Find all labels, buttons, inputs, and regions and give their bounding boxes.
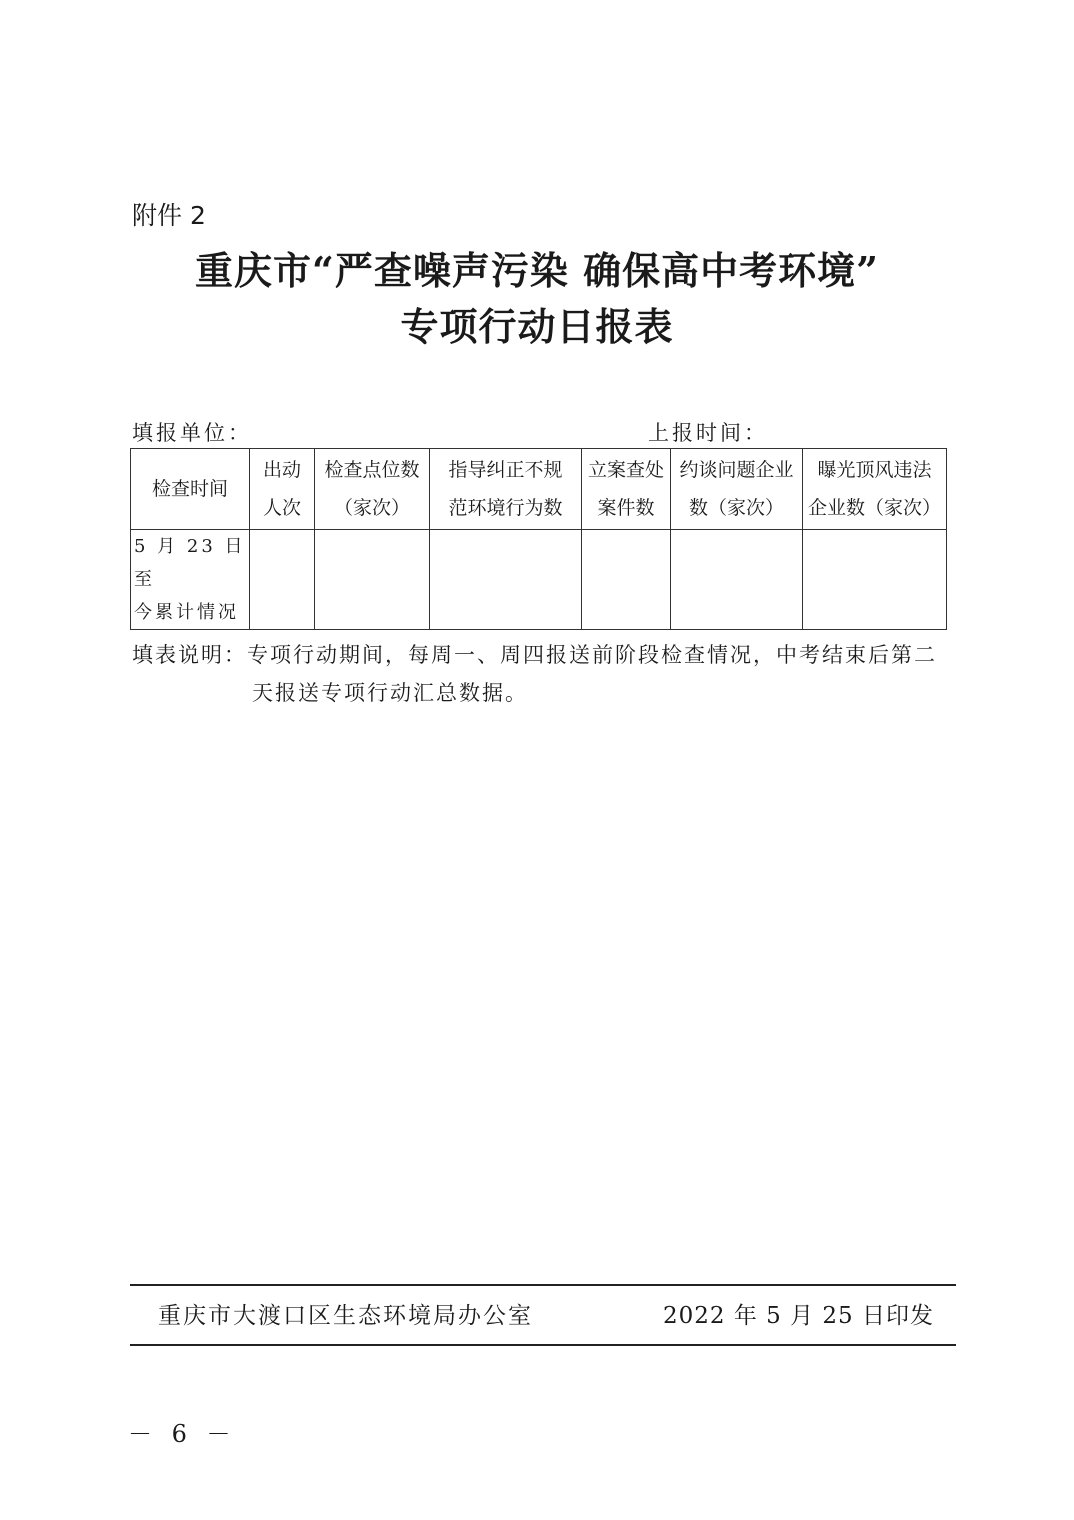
header-text: 指导纠正不规 [448, 459, 563, 481]
exposed-violators-value-cell[interactable] [803, 530, 947, 630]
interviews-value-cell[interactable] [671, 530, 803, 630]
daily-report-table [130, 448, 947, 630]
cell-text: 5 月 23 日至 [134, 536, 246, 590]
header-text: 立案查处 [587, 459, 664, 481]
corrections-value-cell[interactable] [430, 530, 582, 630]
header-cases-filed [582, 449, 671, 530]
page-number: － 6 － [128, 1420, 237, 1448]
instructions-text-line2: 天报送专项行动汇总数据。 [252, 681, 528, 705]
header-text: 人次 [262, 497, 301, 519]
footer-top-rule [130, 1284, 956, 1286]
cases-filed-value-cell[interactable] [582, 530, 671, 630]
instructions-label: 填表说明： [132, 643, 247, 667]
header-interviews [671, 449, 803, 530]
header-inspection-points [315, 449, 430, 530]
cell-text: 今累计情况 [134, 602, 239, 623]
issue-date: 2022 年 5 月 25 日印发 [663, 1303, 934, 1329]
document-title-line2: 专项行动日报表 [400, 304, 674, 349]
header-exposed-violators [803, 449, 947, 530]
header-text: 约谈问题企业 [679, 459, 794, 481]
header-text: 检查时间 [151, 478, 228, 500]
filling-instructions [132, 636, 962, 705]
header-text: 检查点位数 [324, 459, 420, 481]
header-personnel [250, 449, 315, 530]
report-time-label: 上报时间： [648, 421, 768, 445]
inspection-points-value-cell[interactable] [315, 530, 430, 630]
header-text: 出动 [262, 459, 301, 481]
header-inspection-time [131, 449, 250, 530]
header-corrections [430, 449, 582, 530]
personnel-value-cell[interactable] [250, 530, 315, 630]
footer-bottom-rule [130, 1344, 956, 1346]
issuing-office: 重庆市大渡口区生态环境局办公室 [158, 1303, 533, 1329]
header-text: 数（家次） [688, 497, 784, 519]
header-text: （家次） [333, 497, 410, 519]
header-text: 范环境行为数 [448, 497, 563, 519]
reporting-unit-label: 填报单位： [132, 421, 252, 445]
table-row [131, 530, 947, 630]
cumulative-period-cell [131, 530, 250, 630]
header-text: 企业数（家次） [807, 497, 941, 519]
document-title-line1: 重庆市“严查噪声污染 确保高中考环境” [195, 248, 879, 293]
attachment-label: 附件 2 [132, 201, 206, 230]
table-header-row [131, 449, 947, 530]
header-text: 曝光顶风违法 [817, 459, 932, 481]
instructions-text-line1: 专项行动期间，每周一、周四报送前阶段检查情况，中考结束后第二 [247, 643, 937, 667]
header-text: 案件数 [597, 497, 655, 519]
